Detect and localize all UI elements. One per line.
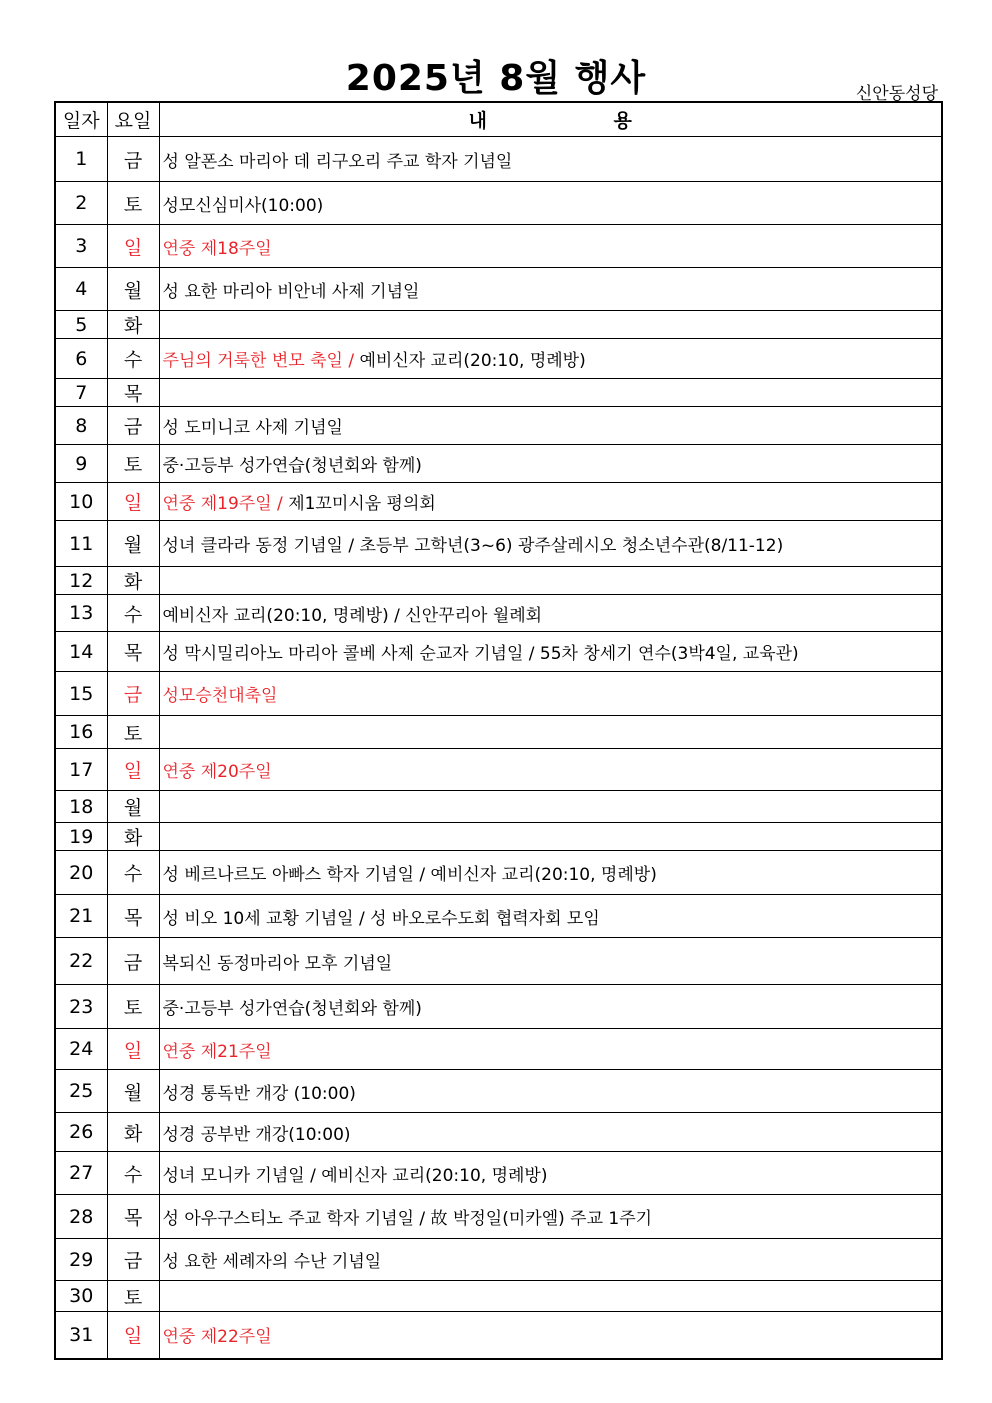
row-date: 3 [55, 225, 107, 268]
event-text: 성경 공부반 개강(10:00) [162, 1124, 351, 1145]
row-event-content [159, 985, 942, 1029]
row-weekday: 월 [107, 521, 159, 567]
event-text: 예비신자 교리(20:10, 명례방) / 신안꾸리아 월례회 [162, 605, 543, 626]
row-weekday: 월 [107, 791, 159, 823]
row-event-content [159, 1029, 942, 1070]
event-text: 연중 제22주일 [162, 1327, 272, 1348]
row-date: 23 [55, 985, 107, 1029]
row-weekday: 목 [107, 1195, 159, 1239]
event-text: 성 요한 세례자의 수난 기념일 [162, 1252, 382, 1272]
row-event-content [159, 1312, 942, 1359]
row-date: 30 [55, 1281, 107, 1312]
row-weekday: 토 [107, 182, 159, 225]
column-header-content: 내 용 [159, 102, 942, 137]
event-text: 주님의 거룩한 변모 축일 / [162, 351, 360, 371]
table-row [55, 823, 942, 851]
event-text: 성 베르나르도 아빠스 학자 기념일 / 예비신자 교리(20:10, 명례방) [162, 865, 657, 885]
event-text: 성 요한 마리아 비안네 사제 기념일 [162, 281, 420, 302]
event-text: 성녀 모니카 기념일 / 예비신자 교리(20:10, 명례방) [162, 1165, 548, 1186]
table-row [55, 339, 942, 379]
row-date: 24 [55, 1029, 107, 1070]
table-row [55, 716, 942, 749]
row-event-content [159, 672, 942, 716]
table-row [55, 379, 942, 407]
row-event-content [159, 595, 942, 632]
event-text: 중·고등부 성가연습(청년회와 함께) [162, 456, 422, 476]
row-weekday: 화 [107, 311, 159, 339]
row-weekday: 일 [107, 749, 159, 791]
row-date: 29 [55, 1239, 107, 1281]
row-event-content [159, 1070, 942, 1113]
row-date: 6 [55, 339, 107, 379]
row-event-content [159, 225, 942, 268]
row-event-content [159, 379, 942, 407]
column-header-weekday: 요일 [107, 102, 159, 137]
table-row [55, 268, 942, 311]
table-row [55, 851, 942, 895]
row-date: 14 [55, 632, 107, 672]
column-header-date: 일자 [55, 102, 107, 137]
row-date: 1 [55, 137, 107, 182]
table-row [55, 521, 942, 567]
event-text: 연중 제20주일 [162, 762, 272, 782]
table-row [55, 311, 942, 339]
row-date: 21 [55, 895, 107, 938]
row-event-content [159, 567, 942, 595]
row-weekday: 화 [107, 567, 159, 595]
event-text: 중·고등부 성가연습(청년회와 함께) [162, 999, 422, 1019]
event-text: 성 알폰소 마리아 데 리구오리 주교 학자 기념일 [162, 151, 513, 172]
table-row [55, 182, 942, 225]
row-date: 20 [55, 851, 107, 895]
row-event-content [159, 407, 942, 445]
row-date: 7 [55, 379, 107, 407]
row-weekday: 토 [107, 985, 159, 1029]
row-weekday: 일 [107, 1029, 159, 1070]
row-weekday: 월 [107, 268, 159, 311]
row-event-content [159, 1281, 942, 1312]
row-date: 25 [55, 1070, 107, 1113]
row-date: 11 [55, 521, 107, 567]
row-weekday: 수 [107, 595, 159, 632]
row-event-content [159, 749, 942, 791]
event-text: 예비신자 교리(20:10, 명례방) [359, 351, 586, 371]
table-row [55, 1152, 942, 1195]
event-text: 제1꼬미시움 평의회 [288, 494, 436, 514]
table-row [55, 1113, 942, 1152]
row-date: 18 [55, 791, 107, 823]
row-date: 26 [55, 1113, 107, 1152]
row-weekday: 월 [107, 1070, 159, 1113]
row-date: 17 [55, 749, 107, 791]
row-date: 22 [55, 938, 107, 985]
table-row [55, 632, 942, 672]
event-text: 성 도미니코 사제 기념일 [162, 418, 343, 438]
row-date: 10 [55, 483, 107, 521]
row-event-content [159, 791, 942, 823]
row-event-content [159, 311, 942, 339]
event-text: 복되신 동정마리아 모후 기념일 [162, 953, 393, 974]
table-row [55, 895, 942, 938]
parish-name: 신안동성당 [855, 84, 938, 104]
row-event-content [159, 1195, 942, 1239]
event-text: 성경 통독반 개강 (10:00) [162, 1083, 356, 1104]
row-weekday: 금 [107, 407, 159, 445]
table-row [55, 672, 942, 716]
table-row [55, 1029, 942, 1070]
event-text: 성 막시밀리아노 마리아 콜베 사제 순교자 기념일 / 55차 창세기 연수(3박4일, 교육관) [162, 644, 799, 664]
table-row [55, 483, 942, 521]
event-text: 성 아우구스티노 주교 학자 기념일 / 故 박정일(미카엘) 주교 1주기 [162, 1209, 653, 1229]
row-date: 19 [55, 823, 107, 851]
event-schedule-table [54, 101, 943, 1360]
row-date: 28 [55, 1195, 107, 1239]
row-date: 16 [55, 716, 107, 749]
row-event-content [159, 1239, 942, 1281]
row-weekday: 목 [107, 379, 159, 407]
table-row [55, 985, 942, 1029]
event-text: 연중 제19주일 / [162, 494, 289, 514]
row-weekday: 수 [107, 339, 159, 379]
row-date: 15 [55, 672, 107, 716]
row-event-content [159, 521, 942, 567]
table-row [55, 1070, 942, 1113]
table-row [55, 1195, 942, 1239]
table-header-row [55, 102, 942, 137]
row-weekday: 일 [107, 483, 159, 521]
table-row [55, 1239, 942, 1281]
table-row [55, 595, 942, 632]
table-row [55, 1312, 942, 1359]
row-date: 31 [55, 1312, 107, 1359]
row-date: 8 [55, 407, 107, 445]
event-text: 성 비오 10세 교황 기념일 / 성 바오로수도회 협력자회 모임 [162, 908, 600, 929]
row-weekday: 일 [107, 225, 159, 268]
row-event-content [159, 938, 942, 985]
table-row [55, 445, 942, 483]
event-text: 성모신심미사(10:00) [162, 195, 324, 216]
row-event-content [159, 716, 942, 749]
row-event-content [159, 268, 942, 311]
row-date: 4 [55, 268, 107, 311]
event-text: 연중 제21주일 [162, 1041, 272, 1062]
row-event-content [159, 851, 942, 895]
row-weekday: 수 [107, 1152, 159, 1195]
row-date: 27 [55, 1152, 107, 1195]
row-date: 13 [55, 595, 107, 632]
row-weekday: 일 [107, 1312, 159, 1359]
row-weekday: 목 [107, 632, 159, 672]
row-event-content [159, 1152, 942, 1195]
row-event-content [159, 895, 942, 938]
table-row [55, 137, 942, 182]
event-text: 성모승천대축일 [162, 686, 278, 706]
row-weekday: 토 [107, 445, 159, 483]
row-weekday: 금 [107, 672, 159, 716]
row-event-content [159, 182, 942, 225]
row-event-content [159, 445, 942, 483]
row-event-content [159, 823, 942, 851]
row-event-content [159, 339, 942, 379]
row-weekday: 금 [107, 938, 159, 985]
row-weekday: 금 [107, 1239, 159, 1281]
row-date: 2 [55, 182, 107, 225]
row-event-content [159, 1113, 942, 1152]
row-event-content [159, 483, 942, 521]
row-weekday: 수 [107, 851, 159, 895]
table-row [55, 1281, 942, 1312]
row-event-content [159, 632, 942, 672]
row-weekday: 금 [107, 137, 159, 182]
table-row [55, 749, 942, 791]
table-row [55, 225, 942, 268]
row-weekday: 토 [107, 1281, 159, 1312]
table-row [55, 791, 942, 823]
table-row [55, 407, 942, 445]
row-weekday: 토 [107, 716, 159, 749]
row-event-content [159, 137, 942, 182]
row-weekday: 화 [107, 823, 159, 851]
event-text: 연중 제18주일 [162, 238, 272, 259]
row-date: 12 [55, 567, 107, 595]
row-date: 9 [55, 445, 107, 483]
row-weekday: 화 [107, 1113, 159, 1152]
row-weekday: 목 [107, 895, 159, 938]
row-date: 5 [55, 311, 107, 339]
event-text: 성녀 클라라 동정 기념일 / 초등부 고학년(3~6) 광주살레시오 청소년수관(8/11-12) [162, 536, 784, 556]
table-row [55, 938, 942, 985]
table-row [55, 567, 942, 595]
page-title: 2025년 8월 행사 [345, 58, 647, 99]
